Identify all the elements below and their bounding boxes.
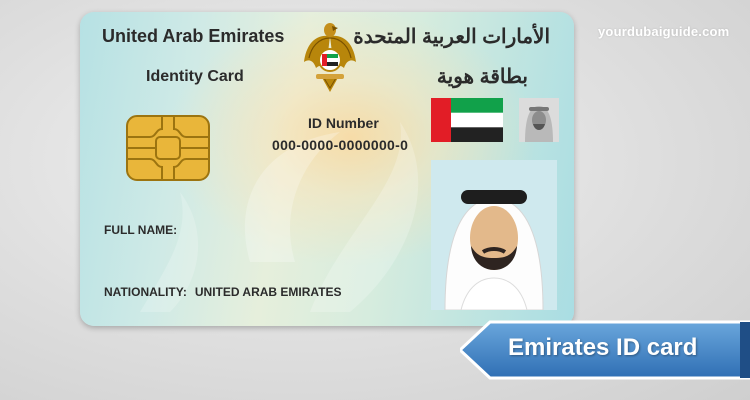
- nationality-value: UNITED ARAB EMIRATES: [194, 285, 342, 299]
- country-name-arabic: الأمارات العربية المتحدة: [353, 26, 550, 48]
- mini-portrait-icon: [519, 98, 559, 142]
- site-watermark: yourdubaiguide.com: [598, 24, 730, 39]
- nationality-row: [104, 285, 342, 299]
- nationality-label: NATIONALITY:: [104, 285, 187, 299]
- id-number-value: 000-0000-0000000-0: [272, 137, 409, 153]
- emirates-id-card: [80, 12, 574, 326]
- card-type-arabic: بطاقة هوية: [436, 66, 528, 88]
- smart-chip-icon: [126, 115, 210, 181]
- caption-text: Emirates ID card: [508, 334, 698, 361]
- card-type-english: Identity Card: [146, 68, 244, 85]
- id-number-label: ID Number: [308, 115, 379, 131]
- uae-flag-icon: [431, 98, 503, 142]
- uae-emblem-icon: [302, 18, 358, 96]
- full-name-label: FULL NAME:: [104, 223, 178, 237]
- portrait-photo-icon: [431, 160, 557, 310]
- country-name-english: United Arab Emirates: [102, 26, 285, 46]
